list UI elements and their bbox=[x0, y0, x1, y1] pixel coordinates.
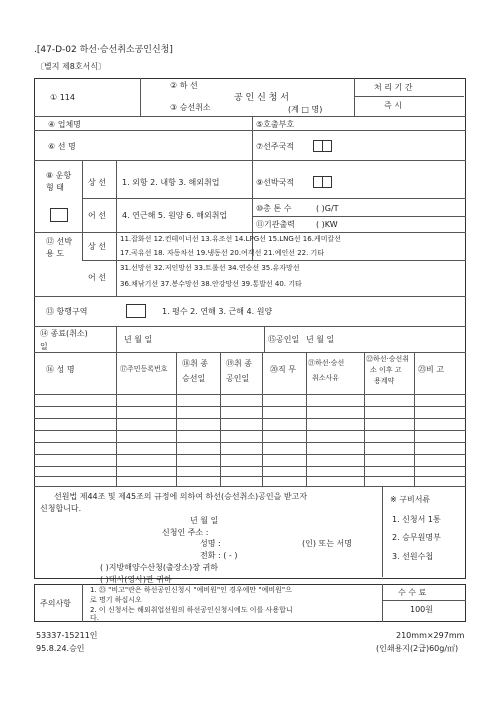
fee-label: 수 수 료 bbox=[398, 588, 427, 597]
operation-form-box[interactable] bbox=[50, 208, 68, 222]
navigation-area-options[interactable]: 1. 평수 2. 연해 3. 근해 4. 원양 bbox=[162, 307, 273, 316]
required-docs-title: ※ 구비서류 bbox=[390, 495, 431, 504]
fishing-use-row-2[interactable]: 36.채낚기선 37.봉수망선 38.안강망선 39.통발선 40. 기타 bbox=[120, 280, 302, 288]
crew-embark-header-1: ⑱취 종 bbox=[182, 359, 208, 368]
footer-paper-size: 210mm×297mm bbox=[396, 631, 465, 640]
fishing-ship-label: 어 선 bbox=[88, 211, 106, 220]
engine-power-label: ⑪기관출력 bbox=[256, 220, 295, 229]
crew-reason-header-1: ㉑하선·승선 bbox=[308, 359, 345, 367]
crew-name-header: ⑯ 성 명 bbox=[46, 365, 75, 374]
crew-count: (계 □ 명) bbox=[288, 105, 323, 114]
crew-remark-header: ㉓비 고 bbox=[418, 365, 444, 374]
required-doc-2: 2. 승무원명부 bbox=[392, 533, 441, 542]
merchant-use-row-2[interactable]: 17.곡유선 18. 자동차선 19.냉동선 20.여객선 21.예인선 22. 기타 bbox=[120, 249, 325, 257]
applicant-phone[interactable]: 전화 : ( - ) bbox=[200, 551, 238, 560]
owner-nationality-box-2[interactable] bbox=[322, 140, 332, 152]
form-no-label: ① 114 bbox=[50, 93, 75, 102]
note-2a: 2. 이 신청서는 해외취업선원의 하선공인신청시에도 이를 사용합니 bbox=[90, 606, 293, 614]
fishing-ship-options[interactable]: 4. 연근해 5. 원양 6. 해외취업 bbox=[122, 211, 228, 220]
ship-name-label: ⑥ 선 명 bbox=[48, 142, 76, 151]
crew-embark-header-2: 승선일 bbox=[182, 374, 206, 383]
operation-form-label-2: 형 태 bbox=[46, 183, 64, 192]
engine-power-value[interactable]: ( )KW bbox=[316, 220, 338, 229]
crew-public-header-2: 공인일 bbox=[226, 374, 250, 383]
merchant-use-label: 상 선 bbox=[88, 242, 106, 251]
ship-nationality-box-2[interactable] bbox=[322, 176, 332, 188]
end-date-label-1: ⑭ 종료(취소) bbox=[40, 329, 88, 338]
option-disembark: ② 하 선 bbox=[170, 81, 198, 90]
crew-reason-header-2: 취소사유 bbox=[312, 374, 340, 382]
form-title: 공 인 신 청 서 bbox=[234, 93, 289, 103]
gross-tonnage-value[interactable]: ( )G/T bbox=[316, 204, 339, 213]
merchant-ship-label: 상 선 bbox=[88, 178, 106, 187]
applicant-address[interactable]: 신청인 주소 : bbox=[162, 528, 209, 537]
merchant-use-row-1[interactable]: 11.잡화선 12.컨테이너선 13.유조선 14.LPG선 15.LNG선 16.케미칼선 bbox=[120, 235, 341, 243]
fishing-use-row-1[interactable]: 31.선망선 32.저인망선 33.트롤선 34.연승선 35.유자망선 bbox=[120, 264, 300, 272]
application-text-1: 선원법 제44조 및 제45조의 규정에 의하여 하선(승선취소)공인을 받고자 bbox=[54, 492, 308, 501]
applicant-name[interactable]: 성명 : bbox=[200, 539, 221, 548]
merchant-ship-options[interactable]: 1. 외항 2. 내항 3. 해외취업 bbox=[122, 178, 220, 187]
processing-label: 처 리 기 간 bbox=[374, 83, 413, 92]
option-cancel-embark: ③ 승선취소 bbox=[170, 103, 211, 112]
footer-paper-spec: (인쇄용지(2급)60g/㎡) bbox=[376, 644, 459, 653]
crew-public-header-1: ⑲취 종 bbox=[226, 359, 252, 368]
note-1b: 로 명기 하십시오 bbox=[90, 596, 142, 604]
note-1a: 1. ㉓ "비고"란은 하선공인신청시 "예비원"인 경우에만 "예비원"으 bbox=[90, 586, 292, 594]
gross-tonnage-label: ⑩총 톤 수 bbox=[256, 204, 292, 213]
recipient-office-1: ( )지방해양수산청(출장소)장 귀하 bbox=[100, 563, 219, 572]
crew-after-header-1: ㉒하선·승선취 bbox=[366, 355, 410, 363]
required-doc-1: 1. 신청서 1통 bbox=[392, 515, 441, 524]
application-text-2: 신청합니다. bbox=[40, 504, 82, 513]
processing-value: 즉 시 bbox=[384, 101, 402, 110]
note-2b: 다. bbox=[90, 614, 99, 622]
applicant-seal: (인) 또는 서명 bbox=[302, 539, 352, 548]
company-label: ④ 업체명 bbox=[48, 120, 81, 129]
navigation-area-box[interactable] bbox=[126, 304, 146, 318]
call-sign-label: ⑤호출부호 bbox=[256, 120, 295, 129]
fishing-use-label: 어 선 bbox=[88, 273, 106, 282]
public-date-label: ⑮공인일 bbox=[268, 335, 300, 344]
footer-approval-date: 95.8.24.승인 bbox=[36, 644, 85, 653]
fee-value: 100원 bbox=[410, 605, 433, 614]
navigation-area-label: ⑬ 항행구역 bbox=[46, 307, 88, 316]
vessel-use-label-2: 용 도 bbox=[46, 249, 64, 258]
required-doc-3: 3. 선원수첩 bbox=[392, 552, 434, 561]
notes-label: 주의사항 bbox=[40, 599, 71, 608]
end-date-value[interactable]: 년 월 일 bbox=[124, 335, 153, 344]
owner-nationality-label: ⑦선주국적 bbox=[256, 142, 295, 151]
form-number: 〔별지 제8호서식〕 bbox=[36, 62, 107, 71]
crew-after-header-3: 용계약 bbox=[374, 377, 395, 385]
recipient-office-2: ( )대사(영사)관 귀하 bbox=[100, 575, 172, 584]
application-date[interactable]: 년 월 일 bbox=[190, 516, 219, 525]
public-date-value[interactable]: 년 월 일 bbox=[306, 335, 335, 344]
ship-nationality-label: ⑨선박국적 bbox=[256, 178, 295, 187]
document-code: .[47-D-02 하선·승선취소공인신청] bbox=[34, 45, 173, 55]
footer-approval-number: 53337-15211인 bbox=[36, 631, 98, 640]
operation-form-label-1: ⑧ 운항 bbox=[46, 171, 72, 180]
crew-rank-header: ⑳직 무 bbox=[270, 365, 296, 374]
vessel-use-label-1: ⑫ 선박 bbox=[46, 237, 72, 246]
crew-rrn-header: ⑰주민등록번호 bbox=[120, 365, 168, 373]
end-date-label-2: 일 bbox=[40, 342, 48, 351]
crew-after-header-2: 소 이후 고 bbox=[370, 366, 402, 374]
